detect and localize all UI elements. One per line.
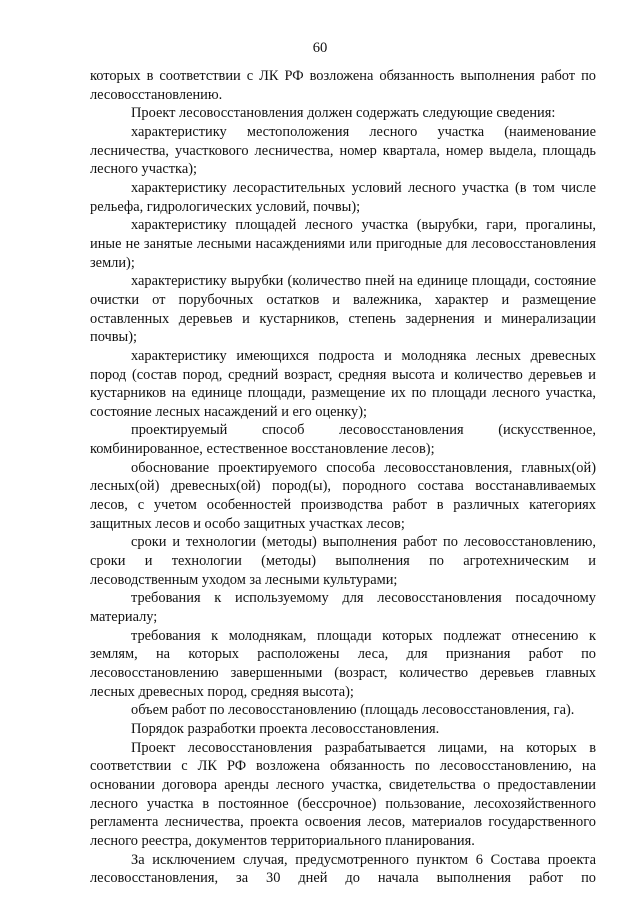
paragraph: За исключением случая, предусмотренного пунктом 6 Состава проекта лесовосстановления, за 30 дней до начала выполнения работ по	[90, 851, 596, 887]
paragraph: характеристику лесорастительных условий лесного участка (в том числе рельефа, гидрологических условий, почвы);	[90, 179, 596, 215]
paragraph: характеристику местоположения лесного участка (наименование лесничества, участкового лесничества, номер квартала, номер выдела, площадь лесного участка);	[90, 123, 596, 178]
paragraph: требования к используемому для лесовосстановления посадочному материалу;	[90, 590, 596, 626]
paragraph: которых в соответствии с ЛК РФ возложена обязанность выполнения работ по лесовосстановлению.	[90, 68, 596, 103]
paragraph: характеристику имеющихся подроста и молодняка лесных древесных пород (состав пород, средний возраст, средняя высота и количество деревьев и кустарников на единице площади, размещение их по площади лесного участка, состояние лесных насаждений и его оценку);	[90, 347, 596, 420]
document-body	[90, 67, 596, 888]
paragraph: объем работ по лесовосстановлению (площадь лесовосстановления, га).	[131, 702, 575, 719]
paragraph: Проект лесовосстановления разрабатывается лицами, на которых в соответствии с ЛК РФ возложена обязанность по лесовосстановлению, на основании договора аренды лесного участка, свидетельства о предоставлении лесного участка в постоянное (бессрочное) пользование, лесохозяйственного регламента лесничества, проекта освоения лесов, материалов государственного лесного реестра, документов территориального планирования.	[90, 739, 596, 849]
paragraph: обоснование проектируемого способа лесовосстановления, главных(ой) лесных(ой) древесных(ой) пород(ы), породного состава восстанавливаемых лесов, с учетом особенностей производства работ в различных категориях защитных лесов и особо защитных участках лесов;	[90, 459, 596, 532]
paragraph: характеристику площадей лесного участка (вырубки, гари, прогалины, иные не занятые лесными насаждениями или пригодные для лесовосстановления земли);	[90, 217, 596, 271]
paragraph: проектируемый способ лесовосстановления (искусственное, комбинированное, естественное восстановление лесов);	[90, 422, 596, 458]
paragraph: требования к молоднякам, площади которых подлежат отнесению к землям, на которых расположены леса, для признания работ по лесовосстановлению завершенными (возраст, количество деревьев главных лесных древесных пород, средняя высота);	[90, 627, 596, 700]
paragraph: сроки и технологии (методы) выполнения работ по лесовосстановлению, сроки и технологии (методы) выполнения по агротехническим и лесоводственным уходом за лесными культурами;	[90, 534, 596, 588]
paragraph: Порядок разработки проекта лесовосстановления.	[131, 720, 440, 737]
page-number: 60	[312, 40, 328, 56]
paragraph: Проект лесовосстановления должен содержать следующие сведения:	[131, 105, 556, 122]
paragraph: характеристику вырубки (количество пней на единице площади, состояние очистки от порубочных остатков и валежника, характер и размещение оставленных деревьев и кустарников, степень задернения и минерализации почвы);	[90, 273, 596, 346]
